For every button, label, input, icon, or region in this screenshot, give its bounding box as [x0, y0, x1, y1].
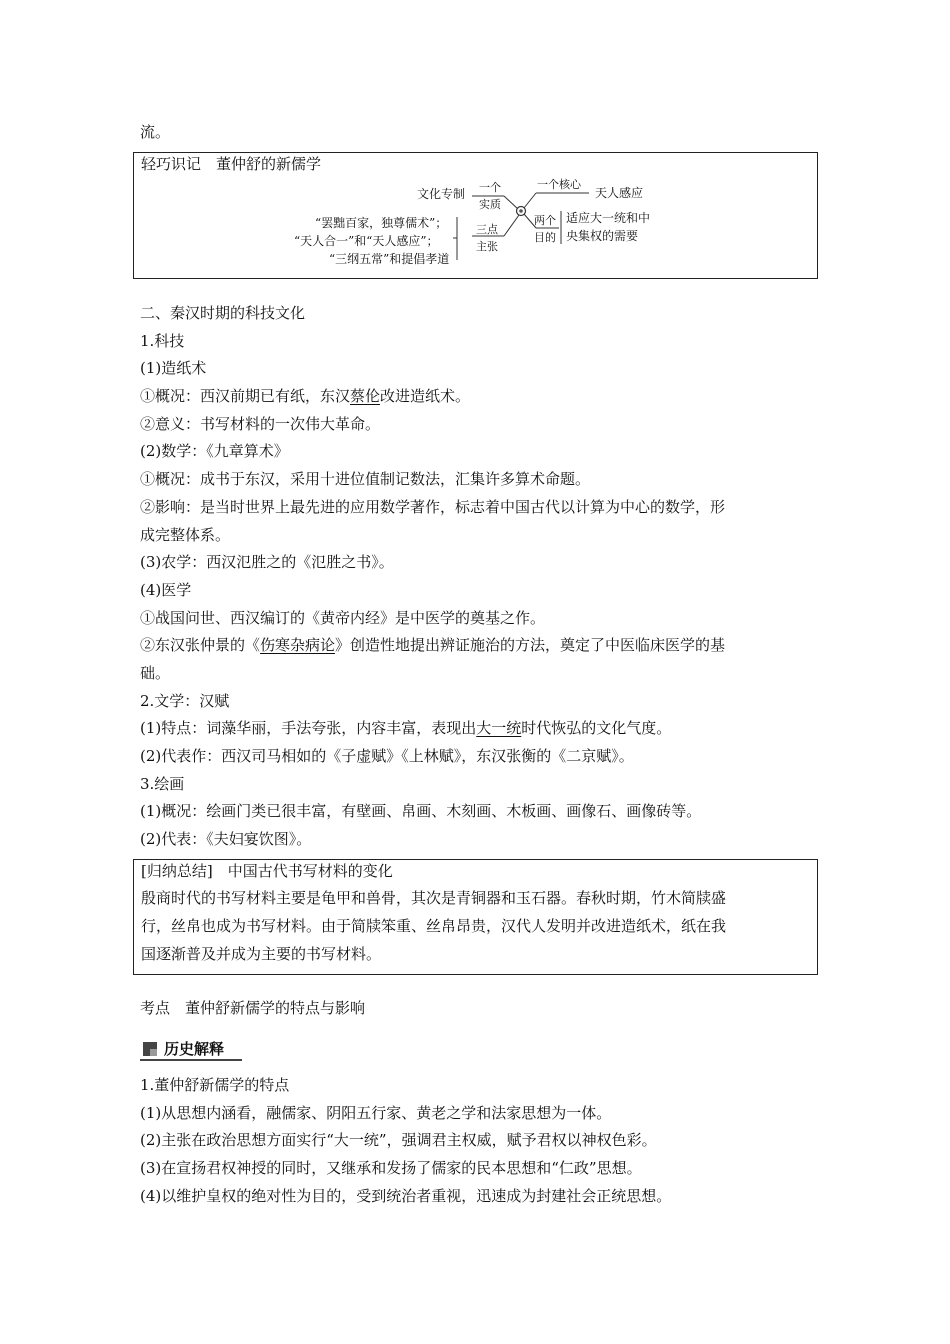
mind-map-label-one-essence-top: 一个: [479, 181, 501, 194]
memory-box-title: 轻巧识记 董仲舒的新儒学: [141, 155, 322, 173]
paper-overview-end: 改进造纸术。: [380, 387, 471, 405]
great-unity-underlined: 大一统: [476, 719, 522, 737]
mind-map-label-two-bottom: 目的: [534, 231, 556, 244]
paper-overview-text: ①概况：西汉前期已有纸，东汉: [140, 387, 351, 405]
mind-map-claim-2: “天人合一”和“天人感应”；: [294, 234, 439, 248]
paper-overview: [140, 386, 470, 406]
history-interpretation-header: [140, 1039, 240, 1059]
math-heading: (2)数学：《九章算术》: [140, 442, 289, 460]
header-square-accent: [150, 1049, 157, 1056]
mind-map-label-three-top: 三点: [476, 223, 498, 236]
painting-representative: (2)代表：《夫妇宴饮图》。: [140, 830, 312, 848]
paper-heading: (1)造纸术: [140, 359, 207, 377]
literature-feature-end: 时代恢弘的文化气度。: [521, 719, 672, 737]
feature-item-1: (1)从思想内涵看，融儒家、阴阳五行家、黄老之学和法家思想为一体。: [140, 1104, 612, 1122]
mind-map-label-one-essence-bottom: 实质: [479, 198, 501, 211]
summary-line-3: 国逐渐普及并成为主要的书写材料。: [141, 945, 382, 963]
painting-overview: (1)概况：绘画门类已很丰富，有壁画、帛画、木刻画、木板画、画像石、画像砖等。: [140, 802, 702, 820]
tech-heading: 1.科技: [140, 332, 185, 350]
medicine-item-1: ①战国问世、西汉编订的《黄帝内经》是中医学的奠基之作。: [140, 609, 546, 627]
summary-box: [133, 859, 818, 975]
medicine-item-2-line-2: 础。: [140, 664, 171, 682]
medicine-item-2-end: 》创造性地提出辨证施治的方法，奠定了中医临床医学的基: [335, 636, 726, 654]
feature-item-4: (4)以维护皇权的绝对性为目的，受到统治者重视，迅速成为封建社会正统思想。: [140, 1187, 672, 1205]
header-underline: [140, 1059, 242, 1061]
shanghan-underlined: 伤寒杂病论: [260, 636, 336, 654]
continued-text: 流。: [140, 123, 171, 141]
features-heading: 1.董仲舒新儒学的特点: [140, 1076, 290, 1094]
exam-point-title: 考点 董仲舒新儒学的特点与影响: [140, 999, 366, 1017]
painting-heading: 3.绘画: [140, 775, 185, 793]
mind-map-cultural-autocracy: 文化专制: [417, 187, 466, 201]
memory-box: [133, 152, 818, 279]
agriculture-text: (3)农学：西汉氾胜之的《氾胜之书》。: [140, 553, 394, 571]
literature-works: (2)代表作：西汉司马相如的《子虚赋》《上林赋》，东汉张衡的《二京赋》。: [140, 747, 634, 765]
mind-map-claim-1: “罢黜百家，独尊儒术”；: [315, 216, 448, 230]
literature-feature: [140, 718, 671, 738]
medicine-item-2: [140, 635, 725, 655]
medicine-heading: (4)医学: [140, 581, 192, 599]
section-heading: 二、秦汉时期的科技文化: [140, 304, 306, 322]
mind-map-purpose-2: 央集权的需要: [566, 229, 639, 243]
summary-line-1: 殷商时代的书写材料主要是龟甲和兽骨，其次是青铜器和玉石器。春秋时期，竹木简牍盛: [141, 889, 727, 907]
feature-item-2: (2)主张在政治思想方面实行“大一统”，强调君主权威，赋予君权以神权色彩。: [140, 1131, 657, 1149]
mind-map-lines: [134, 153, 819, 280]
mind-map-core-text: 天人感应: [595, 186, 644, 200]
mind-map-claim-3: “三纲五常”和提倡孝道: [329, 252, 450, 266]
summary-title: [归纳总结] 中国古代书写材料的变化: [141, 862, 393, 880]
mind-map-label-three-bottom: 主张: [476, 240, 498, 253]
math-influence-line-1: ②影响：是当时世界上最先进的应用数学著作，标志着中国古代以计算为中心的数学，形: [140, 498, 726, 516]
cai-lun-underlined: 蔡伦: [350, 387, 381, 405]
literature-heading: 2.文学：汉赋: [140, 692, 230, 710]
mind-map-label-one-core: 一个核心: [537, 178, 581, 191]
summary-line-2: 行，丝帛也成为书写材料。由于简牍笨重、丝帛昂贵，汉代人发明并改进造纸术，纸在我: [141, 917, 727, 935]
mind-map-label-two-top: 两个: [534, 214, 556, 227]
literature-feature-start: (1)特点：词藻华丽，手法夸张，内容丰富，表现出: [140, 719, 477, 737]
mind-map-purpose-1: 适应大一统和中: [566, 211, 651, 225]
medicine-item-2-start: ②东汉张仲景的《: [140, 636, 261, 654]
math-influence-line-2: 成完整体系。: [140, 526, 231, 544]
paper-significance: ②意义：书写材料的一次伟大革命。: [140, 415, 381, 433]
math-overview: ①概况：成书于东汉，采用十进位值制记数法，汇集许多算术命题。: [140, 470, 591, 488]
history-interpretation-label: 历史解释: [164, 1040, 225, 1058]
feature-item-3: (3)在宣扬君权神授的同时，又继承和发扬了儒家的民本思想和“仁政”思想。: [140, 1159, 642, 1177]
